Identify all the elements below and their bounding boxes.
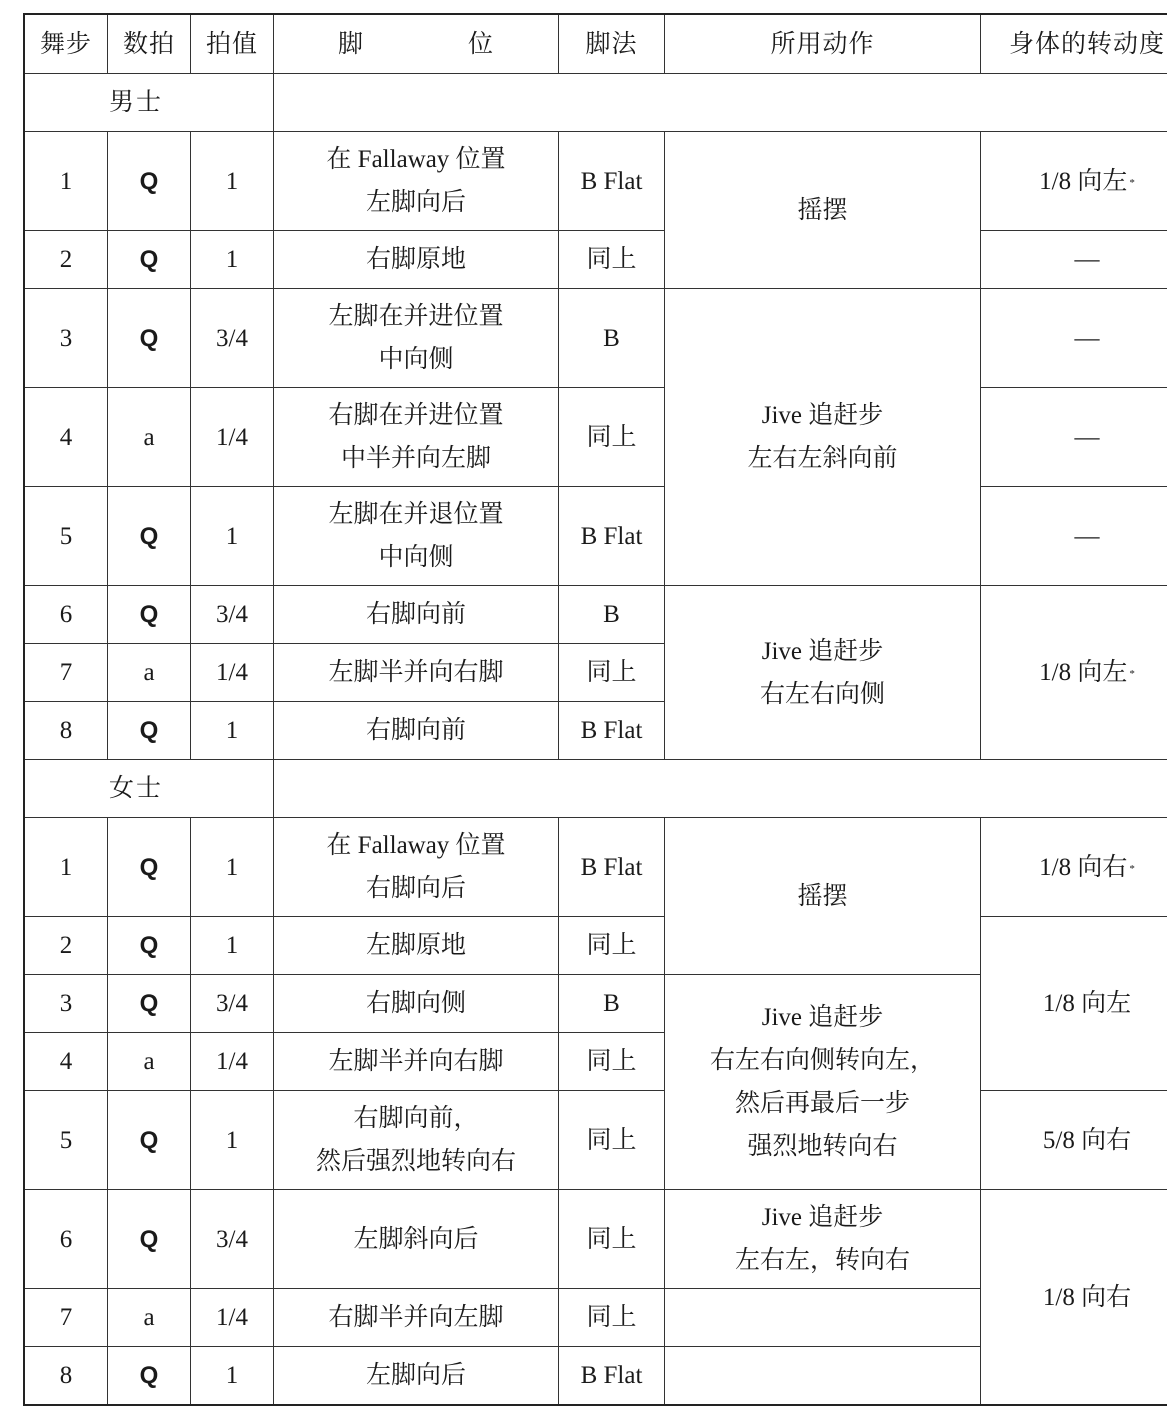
beat-cell: 1 [191,132,274,231]
beat-cell: 1 [191,1347,274,1406]
position-cell: 右脚向前 [274,586,559,644]
action-cell [665,1289,981,1347]
turn-text: — [1075,246,1100,273]
footwork-cell: 同上 [559,1289,665,1347]
action-cell: Jive 追赶步 左右左斜向前 [665,289,981,586]
count-cell: Q [108,1190,191,1289]
step-cell: 4 [24,1033,108,1091]
step-cell: 7 [24,644,108,702]
section-blank [274,74,1167,132]
footwork-cell: B Flat [559,1347,665,1406]
count-cell: Q [108,702,191,760]
section-row [24,74,1167,132]
position-cell: 左脚向后 [274,1347,559,1406]
table-row [24,388,1167,487]
step-cell: 6 [24,1190,108,1289]
header-cell: 数拍 [108,14,191,74]
beat-cell: 1 [191,487,274,586]
step-cell: 8 [24,1347,108,1406]
step-cell: 2 [24,231,108,289]
action-cell [665,1347,981,1406]
turn-text: 1/8 向左 [1039,168,1127,195]
beat-cell: 1/4 [191,644,274,702]
table-row [24,487,1167,586]
turn-cell [981,132,1167,231]
section-blank [274,760,1167,818]
turn-footnote-mark: * [1129,668,1135,680]
count-cell: Q [108,231,191,289]
step-cell: 5 [24,487,108,586]
footwork-cell: B [559,586,665,644]
count-cell: Q [108,289,191,388]
footwork-cell: 同上 [559,917,665,975]
turn-cell [981,388,1167,487]
header-cell: 舞步 [24,14,108,74]
table-row [24,132,1167,231]
turn-text: — [1075,325,1100,352]
count-cell: Q [108,586,191,644]
step-cell: 3 [24,289,108,388]
count-cell: a [108,1033,191,1091]
footwork-cell: B Flat [559,487,665,586]
footwork-cell: 同上 [559,644,665,702]
step-cell: 5 [24,1091,108,1190]
action-cell: 摇摆 [665,132,981,289]
footwork-cell: 同上 [559,388,665,487]
beat-cell: 1 [191,818,274,917]
beat-cell: 1 [191,917,274,975]
table-row [24,1091,1167,1190]
step-cell: 4 [24,388,108,487]
footwork-cell: B [559,289,665,388]
position-cell: 右脚向前 [274,702,559,760]
turn-text: 1/8 向左 [1043,990,1131,1017]
position-cell: 左脚半并向右脚 [274,1033,559,1091]
beat-cell: 1/4 [191,1033,274,1091]
header-row [24,14,1167,74]
turn-text: 1/8 向右 [1043,1284,1131,1311]
position-cell: 在 Fallaway 位置 左脚向后 [274,132,559,231]
step-cell: 7 [24,1289,108,1347]
footwork-cell: B Flat [559,132,665,231]
beat-cell: 3/4 [191,289,274,388]
footwork-cell: B [559,975,665,1033]
section-row [24,760,1167,818]
beat-cell: 3/4 [191,1190,274,1289]
turn-text: 1/8 向右 [1039,854,1127,881]
count-cell: Q [108,917,191,975]
footwork-cell: 同上 [559,1033,665,1091]
position-cell: 右脚在并进位置 中半并向左脚 [274,388,559,487]
position-cell: 右脚向侧 [274,975,559,1033]
table-row [24,917,1167,975]
turn-text: 5/8 向右 [1043,1127,1131,1154]
turn-cell [981,1190,1167,1406]
action-cell: Jive 追赶步 左右左，转向右 [665,1190,981,1289]
turn-cell [981,487,1167,586]
beat-cell: 1 [191,1091,274,1190]
position-cell: 左脚原地 [274,917,559,975]
footwork-cell: B Flat [559,818,665,917]
action-cell: Jive 追赶步 右左右向侧转向左， 然后再最后一步 强烈地转向右 [665,975,981,1190]
step-cell: 6 [24,586,108,644]
step-cell: 3 [24,975,108,1033]
position-cell: 在 Fallaway 位置 右脚向后 [274,818,559,917]
table-row [24,1190,1167,1289]
turn-footnote-mark: * [1129,177,1135,189]
turn-text: — [1075,523,1100,550]
footwork-cell: B Flat [559,702,665,760]
count-cell: Q [108,1347,191,1406]
table-row [24,289,1167,388]
beat-cell: 1 [191,702,274,760]
header-cell: 所用动作 [665,14,981,74]
position-cell: 右脚原地 [274,231,559,289]
position-cell: 右脚半并向左脚 [274,1289,559,1347]
step-cell: 1 [24,132,108,231]
action-cell: Jive 追赶步 右左右向侧 [665,586,981,760]
header-cell: 脚法 [559,14,665,74]
beat-cell: 1/4 [191,1289,274,1347]
count-cell: Q [108,818,191,917]
turn-footnote-mark: * [1129,863,1135,875]
turn-text: — [1075,424,1100,451]
position-cell: 左脚在并进位置 中向侧 [274,289,559,388]
footwork-cell: 同上 [559,1091,665,1190]
turn-cell [981,1091,1167,1190]
table-row [24,231,1167,289]
table-row [24,818,1167,917]
turn-cell [981,818,1167,917]
position-cell: 左脚斜向后 [274,1190,559,1289]
count-cell: Q [108,132,191,231]
beat-cell: 3/4 [191,586,274,644]
footwork-cell: 同上 [559,231,665,289]
step-cell: 1 [24,818,108,917]
turn-text: 1/8 向左 [1039,659,1127,686]
step-cell: 8 [24,702,108,760]
beat-cell: 3/4 [191,975,274,1033]
count-cell: Q [108,1091,191,1190]
beat-cell: 1 [191,231,274,289]
position-cell: 左脚半并向右脚 [274,644,559,702]
section-label: 女士 [24,760,274,818]
header-cell: 身体的转动度 [981,14,1167,74]
count-cell: Q [108,487,191,586]
turn-cell [981,231,1167,289]
header-cell: 脚 位 [274,14,559,74]
position-cell: 右脚向前， 然后强烈地转向右 [274,1091,559,1190]
position-cell: 左脚在并退位置 中向侧 [274,487,559,586]
header-cell: 拍值 [191,14,274,74]
count-cell: a [108,644,191,702]
section-label: 男士 [24,74,274,132]
dance-steps-table [23,13,1167,1406]
turn-cell [981,917,1167,1091]
count-cell: a [108,388,191,487]
turn-cell [981,586,1167,760]
step-cell: 2 [24,917,108,975]
table-row [24,586,1167,644]
count-cell: Q [108,975,191,1033]
action-cell: 摇摆 [665,818,981,975]
turn-cell [981,289,1167,388]
count-cell: a [108,1289,191,1347]
beat-cell: 1/4 [191,388,274,487]
footwork-cell: 同上 [559,1190,665,1289]
